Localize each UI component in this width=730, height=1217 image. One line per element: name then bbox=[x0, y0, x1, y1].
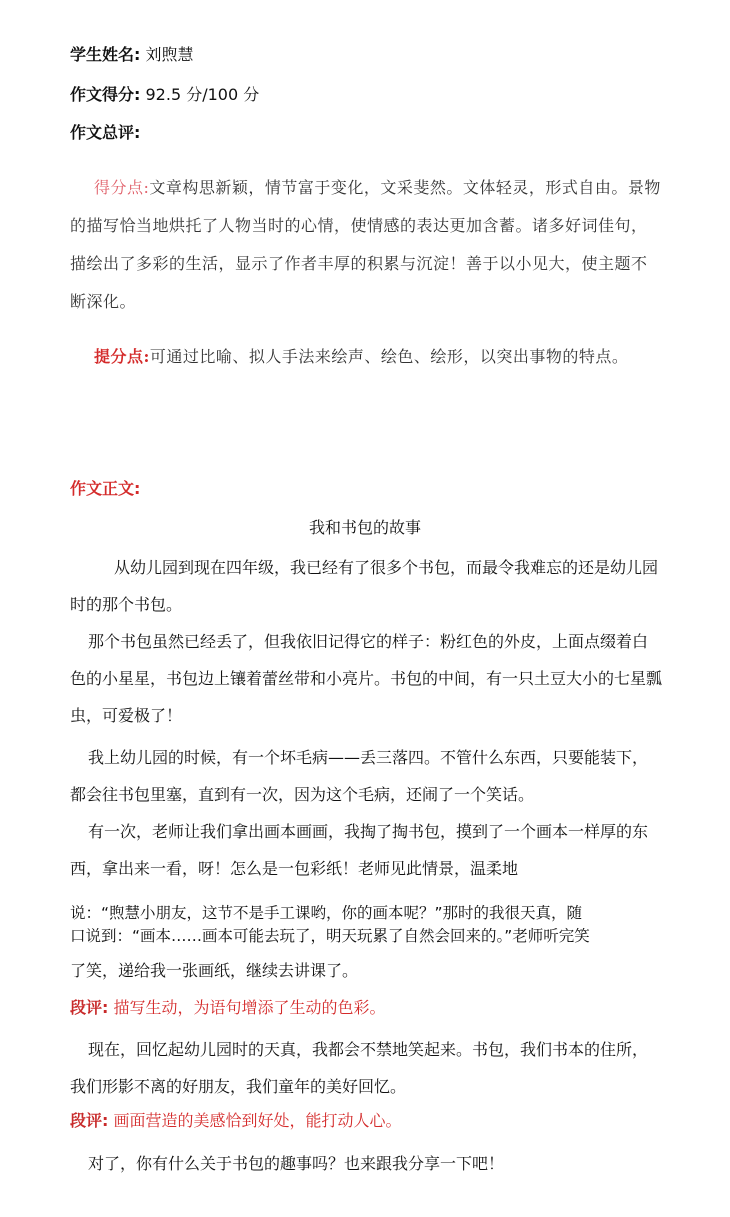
score-value: 92.5 分/100 分 bbox=[145, 85, 260, 104]
essay-paragraph-5: 现在，回忆起幼儿园时的天真，我都会不禁地笑起来。书包，我们书本的住所，我们形影不离的好朋友，我们童年的美好回忆。 bbox=[70, 1040, 649, 1096]
essay-paragraph-6: 对了，你有什么关于书包的趣事吗？也来跟我分享一下吧！ bbox=[88, 1154, 505, 1173]
score-label: 作文得分: bbox=[70, 85, 141, 104]
good-points-paragraph bbox=[70, 169, 662, 321]
improve-points-paragraph bbox=[70, 338, 662, 376]
paragraph-comment-2-label: 段评: bbox=[70, 1111, 109, 1130]
student-name-row bbox=[70, 44, 194, 66]
paragraph-comment-1-label: 段评: bbox=[70, 998, 109, 1017]
essay-paragraph-2: 那个书包虽然已经丢了，但我依旧记得它的样子：粉红色的外皮，上面点缀着白色的小星星，书包边上镶着蕾丝带和小亮片。书包的中间，有一只土豆大小的七星瓢虫，可爱极了！ bbox=[70, 632, 663, 725]
student-name-label: 学生姓名: bbox=[70, 45, 141, 64]
paragraph-comment-1 bbox=[70, 997, 386, 1019]
improve-points-text: 可通过比喻、拟人手法来绘声、绘色、绘形，以突出事物的特点。 bbox=[149, 347, 629, 366]
essay-section-label: 作文正文: bbox=[70, 479, 141, 498]
summary-row bbox=[70, 122, 140, 144]
good-points-text: 文章构思新颖，情节富于变化，文采斐然。文体轻灵，形式自由。景物的描写恰当地烘托了人物当时的心情，使情感的表达更加含蓄。诸多好词佳句，描绘出了多彩的生活，显示了作者丰厚的积累与沉淀！善于以小见大，使主题不断深化。 bbox=[70, 178, 661, 311]
essay-paragraph-4c: 口说到：“画本……画本可能去玩了，明天玩累了自然会回来的。”老师听完笑 bbox=[70, 927, 590, 945]
essay-title: 我和书包的故事 bbox=[308, 518, 421, 537]
summary-label: 作文总评: bbox=[70, 123, 141, 142]
essay-section-row bbox=[70, 478, 140, 500]
good-points-label: 得分点: bbox=[94, 178, 150, 197]
essay-paragraph-4a: 有一次，老师让我们拿出画本画画，我掏了掏书包，摸到了一个画本一样厚的东西，拿出来一看，呀！怎么是一包彩纸！老师见此情景，温柔地 bbox=[70, 822, 649, 878]
essay-paragraph-4b: 说：“煦慧小朋友，这节不是手工课哟，你的画本呢？”那时的我很天真，随 bbox=[70, 904, 583, 922]
improve-points-label: 提分点: bbox=[94, 347, 150, 366]
essay-paragraph-4d: 了笑，递给我一张画纸，继续去讲课了。 bbox=[70, 961, 359, 980]
student-name-value: 刘煦慧 bbox=[145, 45, 194, 64]
essay-paragraph-1: 从幼儿园到现在四年级，我已经有了很多个书包，而最令我难忘的还是幼儿园时的那个书包。 bbox=[70, 558, 659, 614]
paragraph-comment-2-text: 画面营造的美感恰到好处，能打动人心。 bbox=[113, 1111, 402, 1130]
paragraph-comment-2 bbox=[70, 1110, 402, 1132]
paragraph-comment-1-text: 描写生动，为语句增添了生动的色彩。 bbox=[113, 998, 386, 1017]
essay-paragraph-3: 我上幼儿园的时候，有一个坏毛病——丢三落四。不管什么东西，只要能装下，都会往书包里塞，直到有一次，因为这个毛病，还闹了一个笑话。 bbox=[70, 748, 649, 804]
score-row bbox=[70, 84, 259, 106]
